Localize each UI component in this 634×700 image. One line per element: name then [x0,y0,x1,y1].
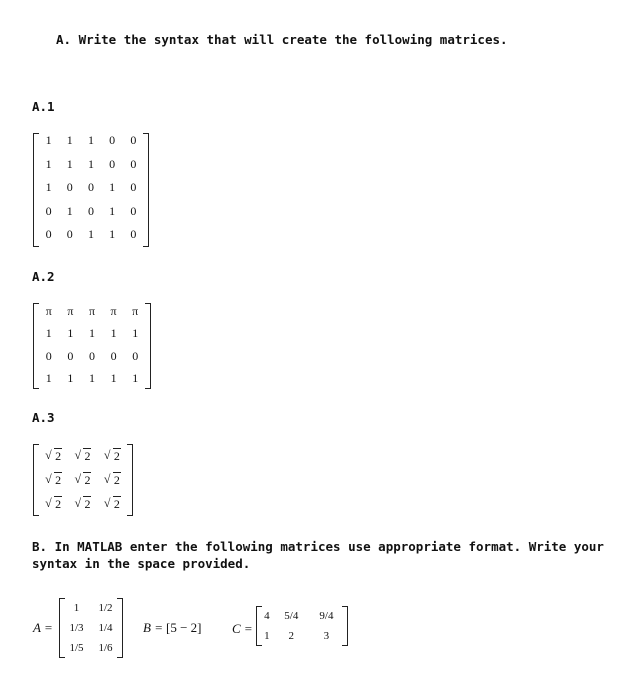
a2-cell: 1 [132,371,139,386]
a3-label: A.3 [32,410,55,425]
a2-cell: 1 [132,326,139,341]
a1-cell: 0 [130,156,137,171]
a1-cell: 0 [130,133,137,148]
a1-cell: 0 [109,156,116,171]
matrix-b-a [59,598,123,658]
a2-label: A.2 [32,269,55,284]
b-a-cell: 1 [73,602,80,614]
part-b-heading-line2: syntax in the space provided. [32,556,251,571]
a3-cell: √ 2 [68,444,97,468]
part-b-heading-line1: B. In MATLAB enter the following matrices use appropriate format. Write your [32,539,604,554]
a1-cell: 1 [109,203,116,218]
a3-cell: √ 2 [39,444,68,468]
matrix-b-c [256,606,348,646]
a1-cell: 0 [109,133,116,148]
a2-cell: 0 [45,348,52,363]
a2-cell: π [132,303,139,318]
a2-cell: 1 [110,326,117,341]
b-c-cell: 5/4 [284,610,299,622]
matrix-b-c-label: C = [232,621,253,636]
a2-cell: 0 [132,348,139,363]
a1-cell: 1 [87,133,94,148]
a1-cell: 0 [45,227,52,242]
b-c-cell: 2 [288,630,295,642]
part-a-heading: A. Write the syntax that will create the following matrices. [56,32,508,47]
a1-cell: 1 [66,156,73,171]
a2-cell: 1 [45,371,52,386]
a3-cell: √ 2 [68,492,97,516]
matrix-a1 [33,133,149,247]
a1-cell: 0 [66,180,73,195]
a1-cell: 0 [130,180,137,195]
matrix-a3 [33,444,133,516]
a2-cell: π [67,303,74,318]
a1-cell: 1 [66,133,73,148]
a1-cell: 1 [87,156,94,171]
b-a-cell: 1/6 [98,642,113,654]
a2-cell: π [45,303,52,318]
a1-label: A.1 [32,99,55,114]
b-a-cell: 1/2 [98,602,113,614]
a2-cell: 1 [110,371,117,386]
a2-cell: π [88,303,96,318]
b-a-cell: 1/4 [98,622,113,634]
b-c-cell: 4 [264,610,270,622]
a2-cell: 1 [67,326,74,341]
a1-cell: 0 [45,203,52,218]
b-c-cell: 9/4 [319,610,334,622]
a1-cell: 1 [109,180,116,195]
a1-cell: 1 [66,203,73,218]
a2-cell: 0 [110,348,117,363]
a1-cell: 1 [45,133,52,148]
a2-cell: 1 [88,371,95,386]
b-c-cell: 1 [264,630,270,642]
a1-cell: 1 [45,156,52,171]
a3-cell: √ 2 [98,444,127,468]
a3-cell: √ 2 [39,468,68,492]
b-a-cell: 1/3 [69,622,84,634]
a1-cell: 1 [45,180,52,195]
a2-cell: 1 [67,371,74,386]
a1-cell: 0 [87,180,94,195]
a1-cell: 0 [87,203,94,218]
a3-cell: √ 2 [68,468,97,492]
a2-cell: 0 [67,348,74,363]
a1-cell: 0 [130,203,137,218]
a1-cell: 1 [109,227,116,242]
matrix-b-b-label: B = [143,620,163,635]
a3-cell: √ 2 [98,492,127,516]
a1-cell: 0 [66,227,73,242]
a1-cell: 1 [87,227,94,242]
a2-cell: π [110,303,117,318]
matrix-a2 [33,303,151,389]
matrix-b-a-label: A = [33,620,53,635]
matrix-b-b: [5 − 2] [166,620,202,635]
a2-cell: 1 [45,326,52,341]
a3-cell: √ 2 [39,492,68,516]
a2-cell: 0 [88,348,95,363]
b-a-cell: 1/5 [69,642,84,654]
a2-cell: 1 [88,326,95,341]
a3-cell: √ 2 [98,468,127,492]
a1-cell: 0 [130,227,137,242]
b-c-cell: 3 [323,630,330,642]
